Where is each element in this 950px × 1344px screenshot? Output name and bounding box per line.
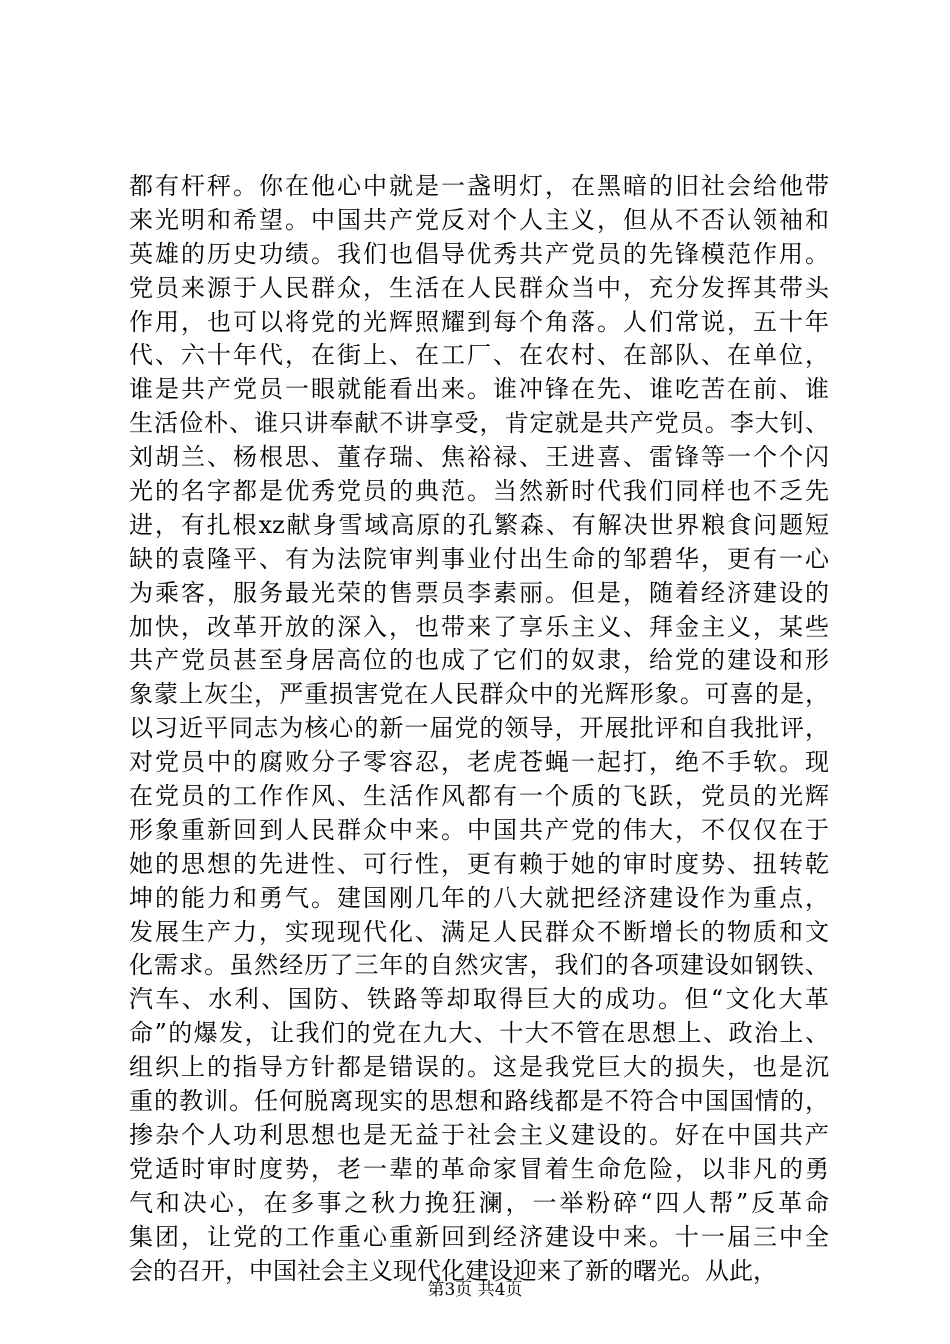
text-line: 汽车、水利、国防、铁路等却取得巨大的成功。但“文化大革: [129, 985, 829, 1014]
text-line: 象蒙上灰尘，严重损害党在人民群众中的光辉形象。可喜的是，: [129, 680, 829, 709]
text-line: 加快，改革开放的深入，也带来了享乐主义、拜金主义，某些: [129, 612, 829, 641]
page-number-footer: 第3页 共4页: [427, 1280, 523, 1300]
text-line: 她的思想的先进性、可行性，更有赖于她的审时度势、扭转乾: [129, 849, 829, 878]
text-line: 为乘客，服务最光荣的售票员李素丽。但是，随着经济建设的: [129, 578, 829, 607]
body-text: [129, 170, 829, 1288]
text-line: 化需求。虽然经历了三年的自然灾害，我们的各项建设如钢铁、: [129, 951, 829, 980]
text-line: 以习近平同志为核心的新一届党的领导，开展批评和自我批评，: [129, 714, 829, 743]
text-line: 掺杂个人功利思想也是无益于社会主义建设的。好在中国共产: [129, 1120, 829, 1149]
text-line: 英雄的历史功绩。我们也倡导优秀共产党员的先锋模范作用。: [129, 239, 829, 268]
text-line: 进，有扎根xz献身雪域高原的孔繁森、有解决世界粮食问题短: [129, 510, 829, 539]
text-line: 气和决心，在多事之秋力挽狂澜，一举粉碎“四人帮”反革命: [129, 1188, 829, 1217]
text-line: 刘胡兰、杨根思、董存瑞、焦裕禄、王进喜、雷锋等一个个闪: [129, 443, 829, 472]
text-line: 形象重新回到人民群众中来。中国共产党的伟大，不仅仅在于: [129, 815, 829, 844]
text-line: 共产党员甚至身居高位的也成了它们的奴隶，给党的建设和形: [129, 646, 829, 675]
text-line: 谁是共产党员一眼就能看出来。谁冲锋在先、谁吃苦在前、谁: [129, 375, 829, 404]
text-line: 生活俭朴、谁只讲奉献不讲享受，肯定就是共产党员。李大钊、: [129, 409, 829, 438]
text-line: 来光明和希望。中国共产党反对个人主义，但从不否认领袖和: [129, 205, 829, 234]
text-line: 集团，让党的工作重心重新回到经济建设中来。十一届三中全: [129, 1222, 829, 1251]
text-line: 都有杆秤。你在他心中就是一盏明灯，在黑暗的旧社会给他带: [129, 172, 829, 200]
text-line: 组织上的指导方针都是错误的。这是我党巨大的损失，也是沉: [129, 1053, 829, 1082]
text-line: 对党员中的腐败分子零容忍，老虎苍蝇一起打，绝不手软。现: [129, 748, 829, 777]
text-line: 缺的袁隆平、有为法院审判事业付出生命的邹碧华，更有一心: [129, 544, 829, 573]
text-line: 命”的爆发，让我们的党在九大、十大不管在思想上、政治上、: [129, 1019, 829, 1048]
text-line: 重的教训。任何脱离现实的思想和路线都是不符合中国国情的，: [129, 1087, 829, 1116]
text-line: 发展生产力，实现现代化、满足人民群众不断增长的物质和文: [129, 917, 829, 946]
text-line: 党适时审时度势，老一辈的革命家冒着生命危险，以非凡的勇: [129, 1154, 829, 1183]
text-line: 在党员的工作作风、生活作风都有一个质的飞跃，党员的光辉: [129, 782, 829, 811]
text-line: 光的名字都是优秀党员的典范。当然新时代我们同样也不乏先: [129, 477, 829, 506]
text-line: 作用，也可以将党的光辉照耀到每个角落。人们常说，五十年: [129, 307, 829, 336]
text-line: 坤的能力和勇气。建国刚几年的八大就把经济建设作为重点，: [129, 883, 829, 912]
text-line: 会的召开，中国社会主义现代化建设迎来了新的曙光。从此，: [129, 1256, 777, 1285]
text-line: 代、六十年代，在街上、在工厂、在农村、在部队、在单位，: [129, 341, 829, 370]
text-line: 党员来源于人民群众，生活在人民群众当中，充分发挥其带头: [129, 273, 829, 302]
